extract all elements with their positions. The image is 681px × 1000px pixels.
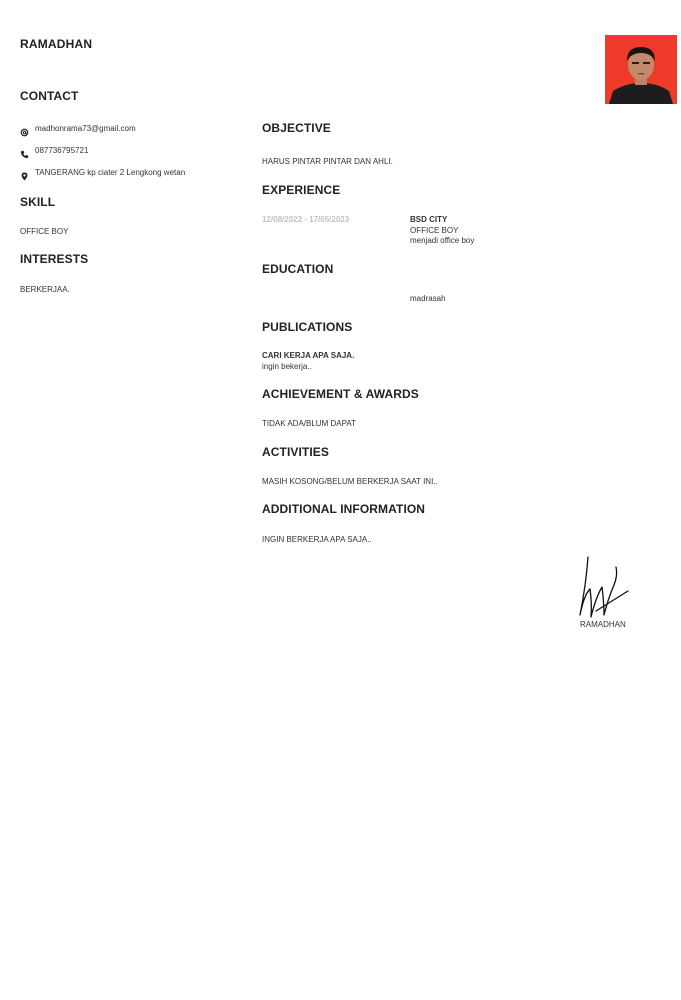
contact-email-row (20, 124, 136, 133)
at-icon (20, 124, 29, 133)
skill-text: OFFICE BOY (20, 227, 69, 236)
objective-text: HARUS PINTAR PINTAR DAN AHLI. (262, 157, 393, 166)
resume-name: RAMADHAN (20, 37, 93, 51)
education-heading: EDUCATION (262, 262, 334, 276)
interests-text: BERKERJAA. (20, 285, 70, 294)
map-pin-icon (20, 168, 29, 177)
interests-heading: INTERESTS (20, 252, 89, 266)
contact-email[interactable]: madhonrama73@gmail.com (35, 124, 136, 133)
activities-heading: ACTIVITIES (262, 445, 330, 459)
publication-text: ingin bekerja.. (262, 362, 312, 371)
profile-photo (605, 35, 677, 104)
experience-date: 12/08/2022 - 17/05/2023 (262, 215, 350, 224)
contact-address-row (20, 168, 185, 177)
additional-info-text: INGIN BERKERJA APA SAJA.. (262, 535, 372, 544)
signature-name: RAMADHAN (580, 620, 626, 629)
phone-icon (20, 146, 29, 155)
skill-heading: SKILL (20, 195, 56, 209)
experience-role: OFFICE BOY (410, 226, 459, 235)
education-school: madrasah (410, 294, 446, 303)
achievements-text: TIDAK ADA/BLUM DAPAT (262, 419, 356, 428)
achievements-heading: ACHIEVEMENT & AWARDS (262, 387, 419, 401)
experience-heading: EXPERIENCE (262, 183, 341, 197)
publication-title: CARI KERJA APA SAJA. (262, 351, 355, 360)
experience-company: BSD CITY (410, 215, 448, 224)
objective-heading: OBJECTIVE (262, 121, 331, 135)
contact-phone[interactable]: 087736795721 (35, 146, 89, 155)
contact-address: TANGERANG kp ciater 2 Lengkong wetan (35, 168, 186, 177)
signature-image (574, 555, 638, 625)
experience-description: menjadi office boy (410, 236, 475, 245)
contact-phone-row (20, 146, 88, 155)
person-portrait-icon (605, 35, 677, 104)
additional-info-heading: ADDITIONAL INFORMATION (262, 502, 426, 516)
signature-scribble-icon (574, 555, 638, 625)
contact-heading: CONTACT (20, 89, 79, 103)
publications-heading: PUBLICATIONS (262, 320, 353, 334)
activities-text: MASIH KOSONG/BELUM BERKERJA SAAT INI.. (262, 477, 438, 486)
